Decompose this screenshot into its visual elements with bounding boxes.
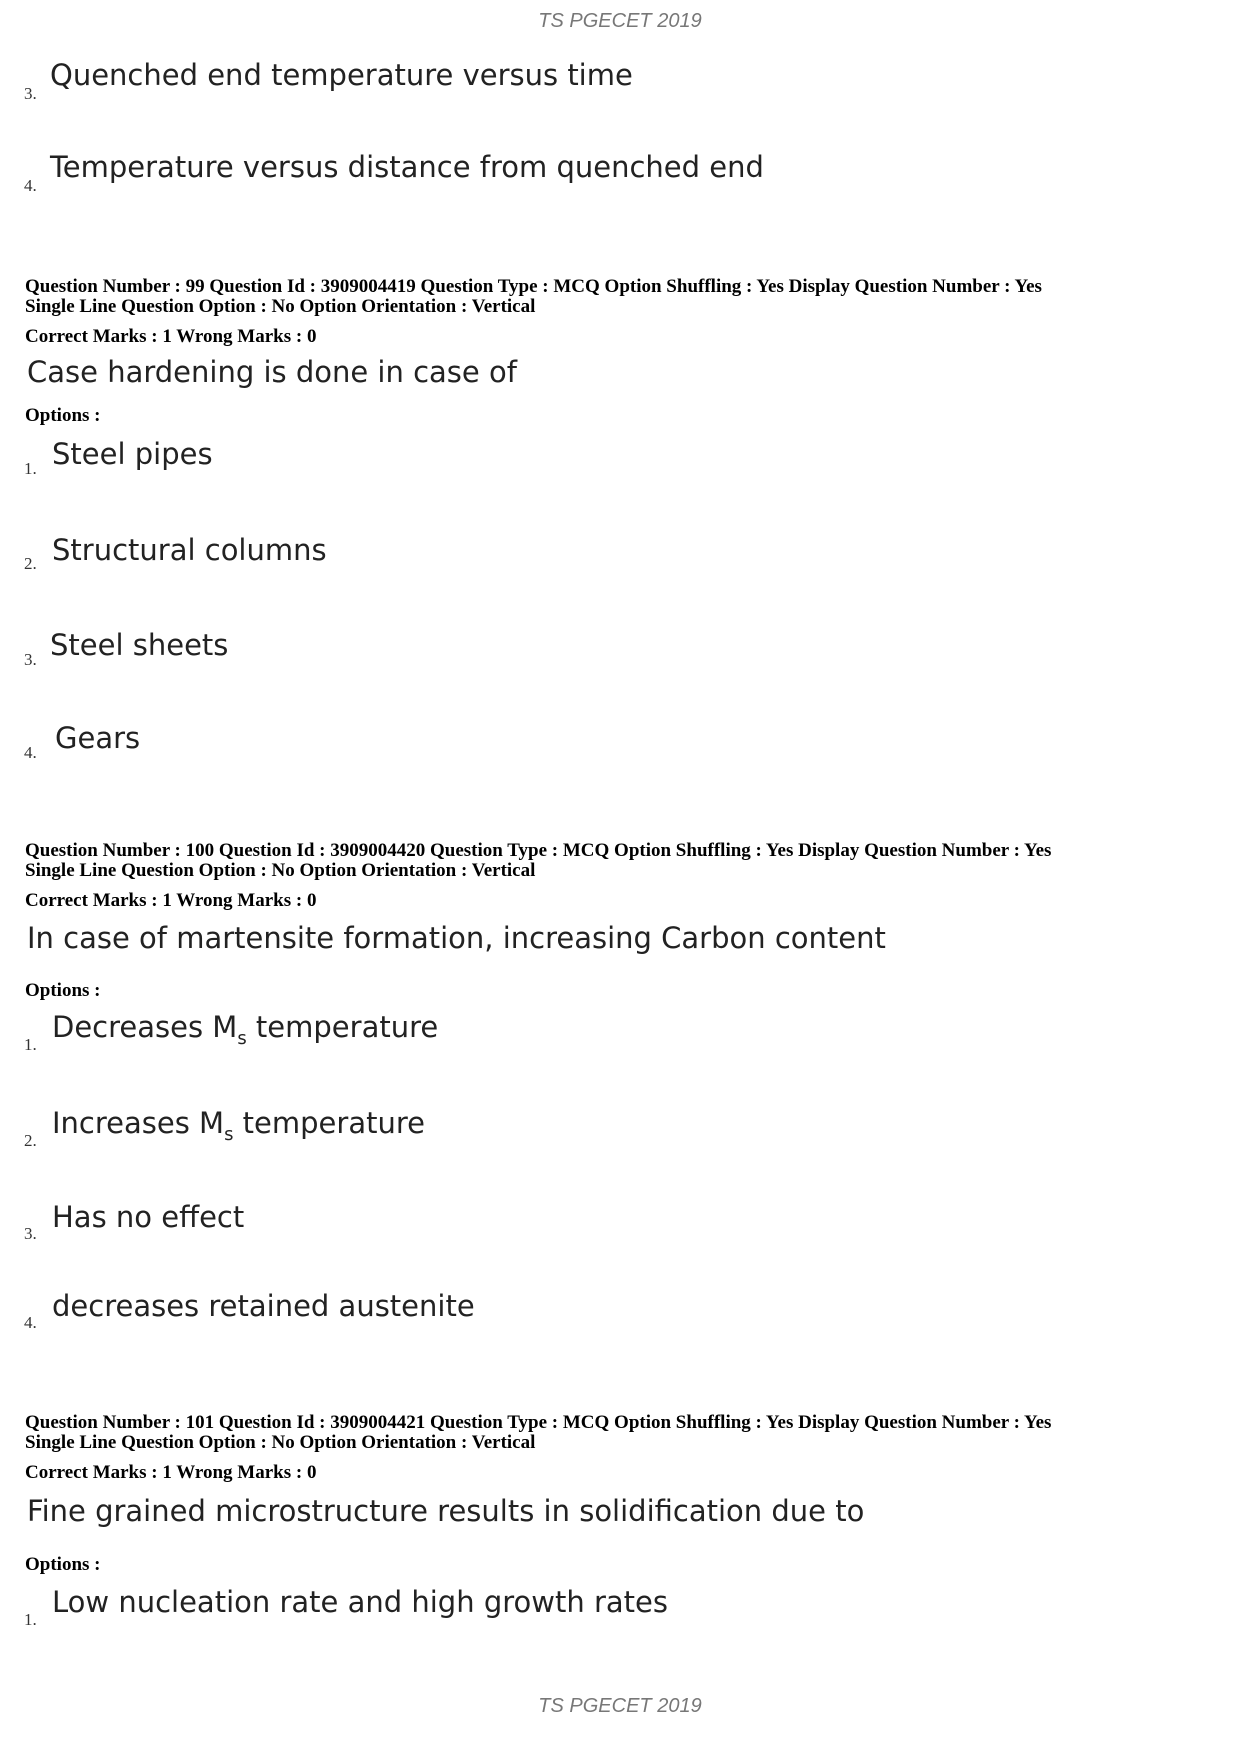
option-text: Low nucleation rate and high growth rates — [52, 1585, 668, 1619]
option-number: 4. — [24, 743, 37, 762]
question-meta-options: Single Line Question Option : No Option Orientation : Vertical — [25, 296, 536, 317]
question-meta-options: Single Line Question Option : No Option Orientation : Vertical — [25, 860, 536, 881]
option-number: 1. — [24, 1610, 37, 1629]
option-number: 1. — [24, 1035, 37, 1054]
option-number: 4. — [24, 1313, 37, 1332]
option-number: 2. — [24, 1131, 37, 1150]
options-label: Options : — [25, 1554, 101, 1575]
option-text: Steel pipes — [52, 437, 213, 471]
question-meta: Question Number : 101 Question Id : 3909004421 Question Type : MCQ Option Shuffling : Yes Display Question Number : Yes — [25, 1412, 1052, 1433]
option-text: Increases $M_s$ temperature — [52, 1106, 425, 1145]
option-text: decreases retained austenite — [52, 1289, 475, 1323]
option-text: Temperature versus distance from quenched end — [50, 150, 764, 184]
option-text: Has no effect — [52, 1200, 245, 1234]
option-text: Structural columns — [52, 533, 327, 567]
option-number: 3. — [24, 84, 37, 103]
question-meta-options: Single Line Question Option : No Option Orientation : Vertical — [25, 1432, 536, 1453]
option-text: Gears — [55, 721, 141, 755]
question-text: Case hardening is done in case of — [27, 355, 517, 389]
page-header: TS PGECET 2019 — [538, 10, 702, 32]
question-text: Fine grained microstructure results in solidification due to — [27, 1494, 865, 1528]
option-number: 2. — [24, 554, 37, 573]
question-meta: Question Number : 100 Question Id : 3909004420 Question Type : MCQ Option Shuffling : Yes Display Question Number : Yes — [25, 840, 1052, 861]
option-text: Quenched end temperature versus time — [50, 58, 633, 92]
option-number: 3. — [24, 650, 37, 669]
subscript-s: s — [224, 1123, 234, 1145]
option-number: 3. — [24, 1224, 37, 1243]
options-label: Options : — [25, 405, 101, 426]
subscript-s: s — [237, 1027, 247, 1049]
option-number: 4. — [24, 176, 37, 195]
page-footer: TS PGECET 2019 — [538, 1695, 702, 1717]
question-marks: Correct Marks : 1 Wrong Marks : 0 — [25, 890, 317, 911]
options-label: Options : — [25, 980, 101, 1001]
question-marks: Correct Marks : 1 Wrong Marks : 0 — [25, 1462, 317, 1483]
question-text: In case of martensite formation, increasing Carbon content — [27, 921, 886, 955]
question-meta: Question Number : 99 Question Id : 3909004419 Question Type : MCQ Option Shuffling : Yes Display Question Number : Yes — [25, 276, 1042, 297]
option-text: Decreases $M_s$ temperature — [52, 1010, 439, 1049]
question-marks: Correct Marks : 1 Wrong Marks : 0 — [25, 326, 317, 347]
option-text: Steel sheets — [50, 628, 229, 662]
option-number: 1. — [24, 459, 37, 478]
